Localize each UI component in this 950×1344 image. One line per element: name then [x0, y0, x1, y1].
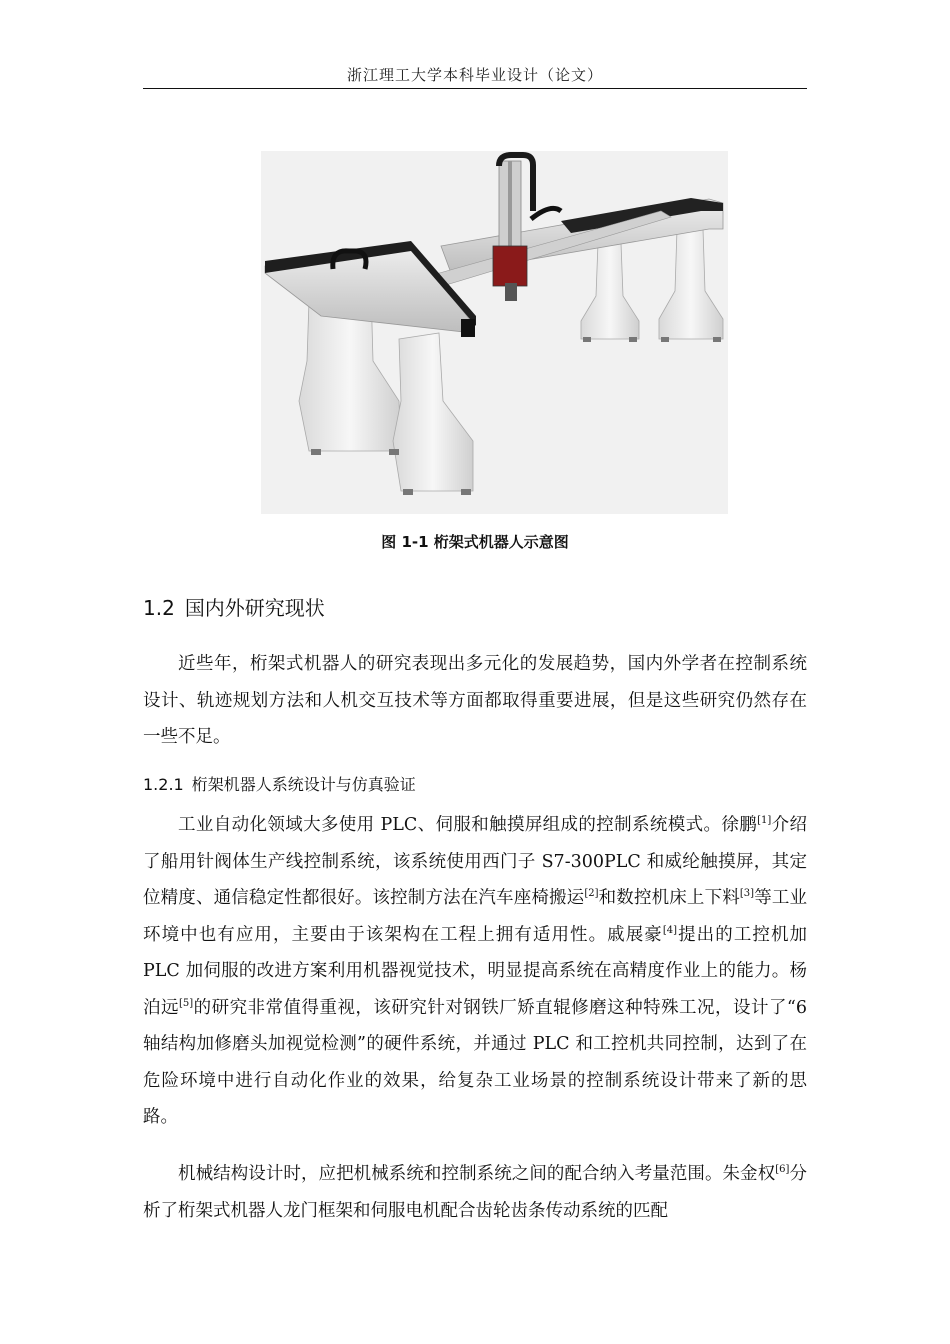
citation-ref: [3]: [739, 888, 755, 899]
text-run: 分析了桁架式机器人龙门框架和伺服电机配合齿轮齿条传动系统的匹配: [143, 1164, 808, 1221]
text-run: 工业自动化领域大多使用 PLC、伺服和触摸屏组成的控制系统模式。徐鹏: [178, 815, 758, 835]
gantry-robot-figure: [261, 151, 728, 514]
gantry-robot-illustration: [261, 151, 728, 514]
body-paragraph: [143, 1156, 807, 1229]
figure-caption: 图 1-1 桁架式机器人示意图: [381, 533, 569, 551]
page-header: 浙江理工大学本科毕业设计（论文）: [346, 66, 603, 84]
subsection-title: 桁架机器人系统设计与仿真验证: [191, 775, 416, 794]
citation-ref: [2]: [584, 888, 599, 899]
citation-ref: [1]: [757, 815, 772, 826]
citation-ref: [4]: [662, 924, 678, 936]
intro-paragraph: 近些年，桁架式机器人的研究表现出多元化的发展趋势，国内外学者在控制系统设计、轨迹规划方法和人机交互技术等方面都取得重要进展，但是这些研究仍然存在一些不足。: [143, 654, 807, 747]
text-run: 介绍了船用针阀体生产线控制系统，该系统使用西门子 S7-300PLC 和威纶触摸屏，其定位精度、通信稳定性都很好。该控制方法在汽车座椅搬运: [143, 815, 807, 908]
text-run: 机械结构设计时，应把机械系统和控制系统之间的配合纳入考量范围。朱金权: [178, 1164, 776, 1184]
section-heading: [143, 592, 325, 621]
section-number: 1.2: [143, 596, 175, 620]
citation-ref: [6]: [775, 1164, 790, 1175]
citation-ref: [5]: [178, 997, 194, 1009]
header-rule: [143, 88, 807, 89]
text-run: 的研究非常值得重视，该研究针对钢铁厂矫直辊修磨这种特殊工况，设计了“6 轴结构加修磨头加视觉检测”的硬件系统，并通过 PLC 和工控机共同控制，达到了在危险环境中进行自动化作业的效果，给复杂工业场景的控制系统设计带来了新的思路。: [143, 997, 808, 1127]
section-title: 国内外研究现状: [184, 596, 325, 620]
subsection-number: 1.2.1: [143, 775, 184, 794]
body-paragraph: [143, 807, 807, 1136]
subsection-heading: [143, 772, 416, 795]
text-run: 提出的工控机加 PLC 加伺服的改进方案利用机器视觉技术，明显提高系统在高精度作业上的能力。杨泊远: [143, 924, 808, 1018]
text-run: 等工业环境中也有应用，主要由于该架构在工程上拥有适用性。戚展豪: [143, 888, 808, 945]
text-run: 和数控机床上下料: [598, 888, 740, 908]
